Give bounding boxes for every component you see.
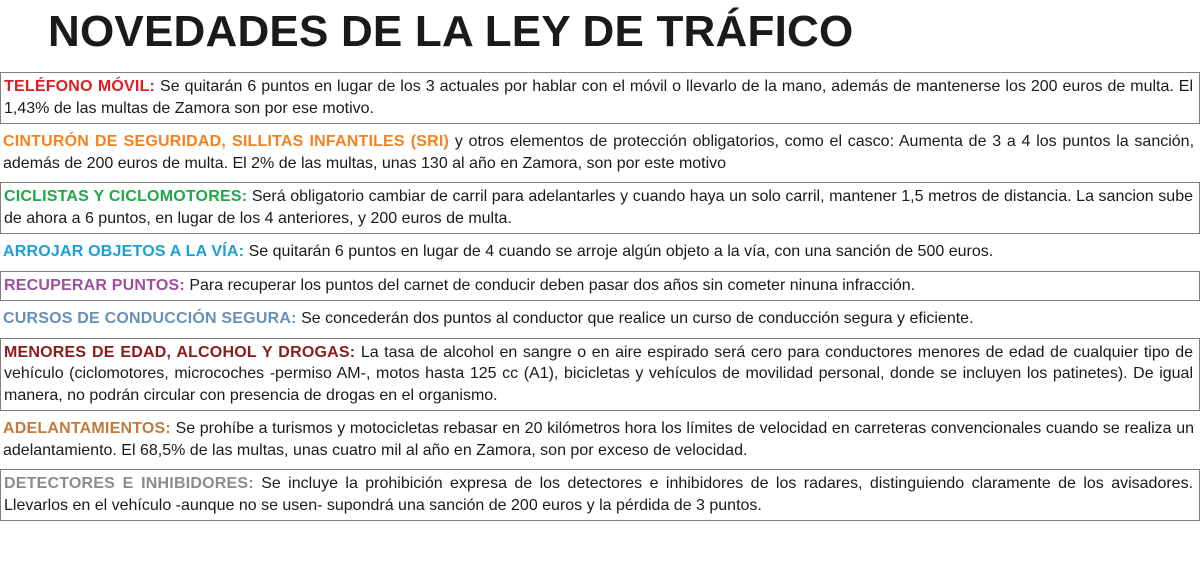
list-item-cursos [0,305,1200,334]
item-text: Se quitarán 6 puntos en lugar de 4 cuando se arroje algún objeto a la vía, con una sanción de 500 euros. [248,243,994,260]
list-item-adelantamientos [0,415,1200,465]
item-text: Para recuperar los puntos del carnet de conducir deben pasar dos años sin cometer ninuna infracción. [189,276,916,294]
item-heading: CINTURÓN DE SEGURIDAD, SILLITAS INFANTILES (SRI) [3,133,450,150]
item-heading: DETECTORES E INHIBIDORES: [4,475,254,492]
item-heading: TELÉFONO MÓVIL: [4,78,156,95]
list-item-telefono-movil [0,72,1200,124]
list-item-ciclistas [0,182,1200,234]
item-text: y otros elementos de protección obligatorios, como el casco: Aumenta de 3 a 4 los puntos la sanción, además de 200 euros de multa. El 2% de las multas, unas 130 al año en Zamora, son por este motivo [3,133,1195,172]
item-text: La tasa de alcohol en sangre o en aire espirado será cero para conductores menores de edad de cualquier tipo de vehículo (ciclomotores, microcoches -permiso AM-, motos hasta 125 cc (A1), bicicletas y vehículos de movilidad personal, donde se incluyen los patinetes). De igual manera, no podrán circular con presencia de drogas en el organismo. [4,343,1193,404]
item-heading: ARROJAR OBJETOS A LA VÍA: [3,243,245,260]
list-item-recuperar-puntos [0,271,1200,302]
item-text: Se concederán dos puntos al conductor que realice un curso de conducción segura y eficiente. [301,310,974,327]
page-title: NOVEDADES DE LA LEY DE TRÁFICO [48,7,854,56]
list-item-menores [0,338,1200,412]
item-text: Se incluye la prohibición expresa de los detectores e inhibidores de los radares, distinguiendo claramente de los avisadores. Llevarlos en el vehículo -aunque no se usen- supondrá una sanción de 200 euros y la pérdida de 3 puntos. [4,475,1194,514]
news-list [0,72,1200,521]
list-item-arrojar-objetos [0,238,1200,267]
item-text: Se quitarán 6 puntos en lugar de los 3 actuales por hablar con el móvil o llevarlo de la mano, además de mantenerse los 200 euros de multa. El 1,43% de las multas de Zamora son por ese motivo. [4,78,1193,117]
item-heading: CICLISTAS Y CICLOMOTORES: [4,188,248,205]
item-heading: MENORES DE EDAD, ALCOHOL Y DROGAS: [4,343,356,361]
item-heading: CURSOS DE CONDUCCIÓN SEGURA: [3,310,297,327]
item-heading: RECUPERAR PUNTOS: [4,276,185,294]
list-item-detectores [0,469,1200,521]
item-heading: ADELANTAMIENTOS: [3,420,171,437]
item-text: Se prohíbe a turismos y motocicletas rebasar en 20 kilómetros hora los límites de velocidad en carreteras convencionales cuando se realiza un adelantamiento. El 68,5% de las multas, unas cuatro mil al año en Zamora, son por exceso de velocidad. [3,420,1194,459]
list-item-cinturon [0,128,1200,178]
item-text: Será obligatorio cambiar de carril para adelantarles y cuando haya un solo carril, mantener 1,5 metros de distancia. La sancion sube de ahora a 6 puntos, en lugar de los 4 anteriores, y 200 euros de multa. [4,188,1193,227]
